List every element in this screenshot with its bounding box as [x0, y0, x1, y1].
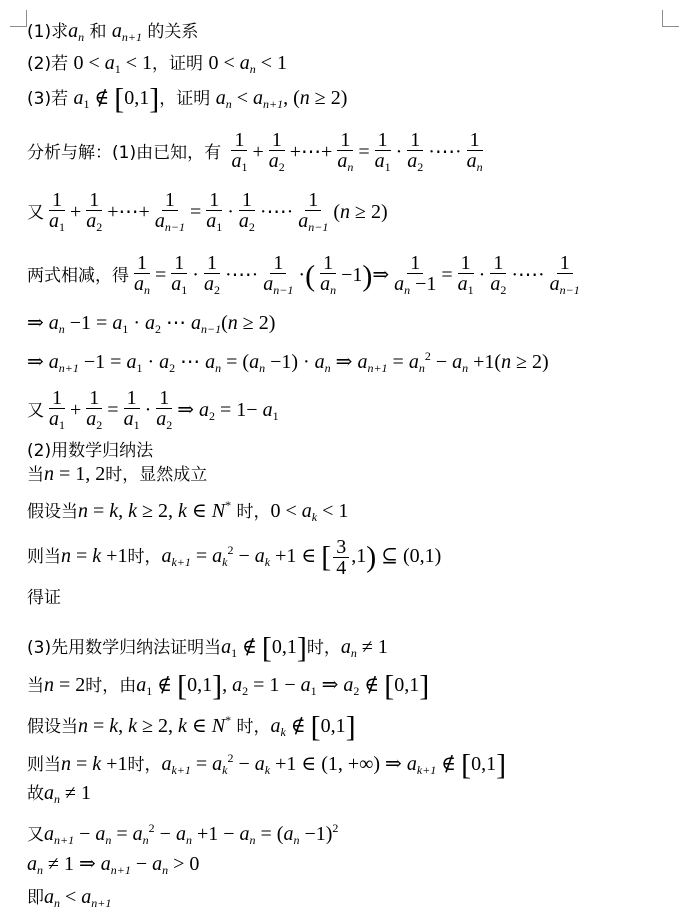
- part-2-inductive-step: 则当n = k +1时，$a_{k+1} = a_k^2 - a_k +1$ ∈ [ $\frac{3}{4}$ ,1) ⊆ (0,1): [27, 536, 442, 579]
- part-3-final-result: 即$a_n < a_{n+1}$: [27, 886, 112, 910]
- part-3-positive-difference: $a_n \ne 1$ ⇒ $a_{n+1} - a_n > 0$: [27, 853, 200, 877]
- solution-equation-n-minus-1: 又 $\frac{1}{a_1}$ + $\frac{1}{a_2}$ +⋯+ $\frac{1}{a_{n-1}}$ = $\frac{1}{a_1}$ · $\frac{1}{a_2}$ ·⋯· $\frac{1}{a_{n-1}}$ (n ≥ 2): [27, 189, 388, 234]
- question-1: (1)求$a_n$ 和 $a_{n+1}$ 的关系: [27, 20, 199, 44]
- part-2-heading: (2)用数学归纳法: [27, 441, 154, 461]
- question-3: (3)若 $a_1$ ∉ [0,1]，证明 $a_n < a_{n+1}$, (n ≥ 2): [27, 82, 348, 116]
- solution-recurrence: ⇒ $a_{n+1} -1 = a_1 \cdot a_2$ ⋯ $a_n = (a_n -1) \cdot a_n$ ⇒ $a_{n+1} = a_n^2 - a_n +1(n \ge 2)$: [27, 349, 549, 375]
- solution-intro-equation: 分析与解：(1)由已知，有 $\frac{1}{a_1}$ + $\frac{1}{a_2}$ +⋯+ $\frac{1}{a_n}$ = $\frac{1}{a_1}$ · $\frac{1}{a_2}$ ·⋯· $\frac{1}{a_n}$: [27, 129, 483, 174]
- question-2: (2)若 $0 < a_1 < 1$，证明 $0 < a_n < 1$: [27, 52, 288, 76]
- solution-step-an-minus-1: ⇒ $a_n -1 = a_1 \cdot a_2$ ⋯ $a_{n-1}(n \ge 2)$: [27, 312, 276, 336]
- solution-a2-relation: 又 $\frac{1}{a_1}$ + $\frac{1}{a_2}$ = $\frac{1}{a_1}$ · $\frac{1}{a_2}$ ⇒ $a_2 = 1- a_1$: [27, 387, 279, 432]
- part-3-heading: (3)先用数学归纳法证明当$a_1$ ∉ [0,1]时，$a_n \ne 1$: [27, 631, 388, 665]
- page-corner-mark-top-left: [10, 10, 27, 27]
- part-3-therefore: 故$a_n \ne 1$: [27, 782, 91, 806]
- part-3-inductive-step: 则当n = k +1时，$a_{k+1} = a_k^2 - a_k +1$ ∈ (1, +∞) ⇒ $a_{k+1}$ ∉ [0,1]: [27, 748, 507, 782]
- part-2-hypothesis: 假设当n = k, k ≥ 2, k ∈ N* 时，$0 < a_k < 1$: [27, 498, 349, 524]
- solution-subtract-step: 两式相减，得 $\frac{1}{a_n}$ = $\frac{1}{a_1}$ · $\frac{1}{a_2}$ ·⋯· $\frac{1}{a_{n-1}}$ ·( $\frac{1}{a_n}$ −1)⇒ $\frac{1}{a_n -1}$ = $\frac{1}{a_1}$ · $\frac{1}{a_2}$ ·⋯· $\frac{1}{a_{n-1}}$: [27, 252, 580, 297]
- part-3-difference: 又$a_{n+1} - a_n = a_n^2 - a_n +1 - a_n = (a_n -1)^2$: [27, 821, 339, 847]
- part-2-base-case: 当n = 1, 2时，显然成立: [27, 463, 208, 485]
- part-2-conclusion: 得证: [27, 588, 61, 608]
- part-3-base-case: 当n = 2时，由$a_1$ ∉ [0,1], $a_2 = 1 - a_1$ ⇒ $a_2$ ∉ [0,1]: [27, 669, 430, 703]
- part-3-hypothesis: 假设当n = k, k ≥ 2, k ∈ N* 时，$a_k$ ∉ [0,1]: [27, 710, 356, 744]
